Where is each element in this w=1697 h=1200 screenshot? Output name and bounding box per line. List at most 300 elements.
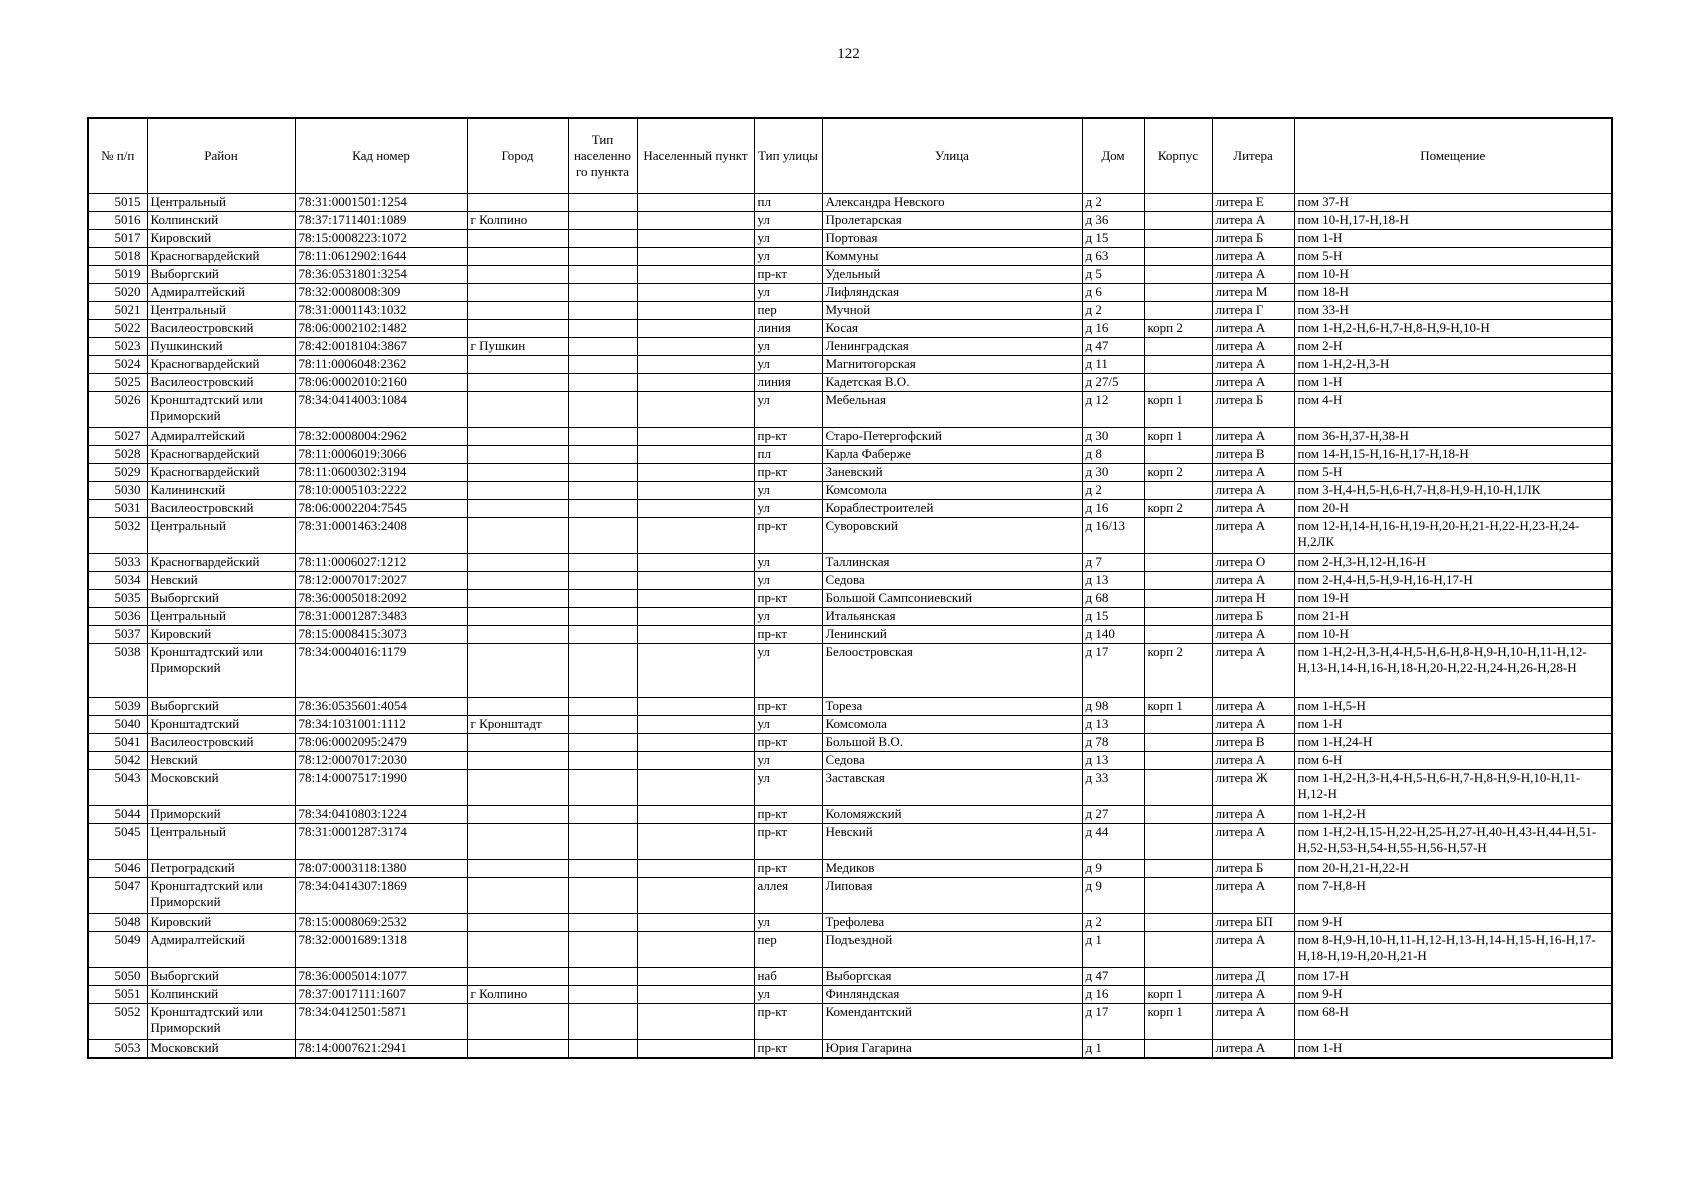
row-number-cell: 5034 [88,572,147,590]
letter-cell: литера Б [1212,608,1294,626]
col-header: Помещение [1294,118,1612,194]
table-body [88,194,1612,1059]
house-cell: д 6 [1082,284,1144,302]
building-cell: корп 2 [1144,500,1212,518]
settlement-cell [637,482,754,500]
house-cell: д 5 [1082,266,1144,284]
table-row [88,932,1612,968]
building-cell: корп 1 [1144,986,1212,1004]
street-cell: Невский [822,824,1082,860]
city-cell [467,1040,568,1059]
street-type-cell: ул [754,572,822,590]
city-cell [467,194,568,212]
settlement-type-cell [568,266,637,284]
house-cell: д 17 [1082,1004,1144,1040]
city-cell [467,608,568,626]
settlement-type-cell [568,914,637,932]
col-header: Район [147,118,295,194]
city-cell [467,464,568,482]
row-number-cell: 5030 [88,482,147,500]
row-number-cell: 5036 [88,608,147,626]
letter-cell: литера А [1212,716,1294,734]
row-number-cell: 5049 [88,932,147,968]
cadastral-number-cell: 78:12:0007017:2030 [295,752,467,770]
settlement-type-cell [568,878,637,914]
row-number-cell: 5050 [88,968,147,986]
street-type-cell: ул [754,356,822,374]
settlement-cell [637,356,754,374]
street-cell: Заневский [822,464,1082,482]
letter-cell: литера А [1212,266,1294,284]
building-cell [1144,716,1212,734]
table-row [88,266,1612,284]
cadastral-number-cell: 78:37:0017111:1607 [295,986,467,1004]
building-cell: корп 1 [1144,698,1212,716]
street-type-cell: ул [754,770,822,806]
premises-cell: пом 1-Н,2-Н,3-Н [1294,356,1612,374]
district-cell: Центральный [147,302,295,320]
city-cell [467,518,568,554]
table-row [88,248,1612,266]
cadastral-number-cell: 78:15:0008223:1072 [295,230,467,248]
building-cell: корп 2 [1144,320,1212,338]
street-type-cell: пр-кт [754,1040,822,1059]
premises-cell: пом 1-Н,2-Н,3-Н,4-Н,5-Н,6-Н,7-Н,8-Н,9-Н,10-Н,11-Н,12-Н [1294,770,1612,806]
premises-cell: пом 14-Н,15-Н,16-Н,17-Н,18-Н [1294,446,1612,464]
table-row [88,626,1612,644]
table-row [88,518,1612,554]
table-row [88,986,1612,1004]
letter-cell: литера Е [1212,194,1294,212]
house-cell: д 13 [1082,752,1144,770]
cadastral-number-cell: 78:06:0002204:7545 [295,500,467,518]
cadastral-number-cell: 78:42:0018104:3867 [295,338,467,356]
letter-cell: литера А [1212,824,1294,860]
cadastral-number-cell: 78:37:1711401:1089 [295,212,467,230]
house-cell: д 16/13 [1082,518,1144,554]
premises-cell: пом 5-Н [1294,464,1612,482]
settlement-cell [637,518,754,554]
premises-cell: пом 12-Н,14-Н,16-Н,19-Н,20-Н,21-Н,22-Н,23-Н,24-Н,2ЛК [1294,518,1612,554]
cadastral-number-cell: 78:11:0006019:3066 [295,446,467,464]
house-cell: д 7 [1082,554,1144,572]
district-cell: Центральный [147,518,295,554]
settlement-cell [637,428,754,446]
settlement-type-cell [568,644,637,698]
letter-cell: литера А [1212,626,1294,644]
premises-cell: пом 68-Н [1294,1004,1612,1040]
settlement-cell [637,860,754,878]
settlement-cell [637,1040,754,1059]
cadastral-number-cell: 78:31:0001287:3483 [295,608,467,626]
letter-cell: литера Ж [1212,770,1294,806]
city-cell [467,500,568,518]
table-row [88,770,1612,806]
city-cell: г Колпино [467,986,568,1004]
table-row [88,734,1612,752]
row-number-cell: 5039 [88,698,147,716]
letter-cell: литера А [1212,1004,1294,1040]
street-type-cell: ул [754,338,822,356]
street-cell: Таллинская [822,554,1082,572]
table-row [88,608,1612,626]
building-cell: корп 1 [1144,428,1212,446]
letter-cell: литера А [1212,320,1294,338]
row-number-cell: 5031 [88,500,147,518]
col-header: Улица [822,118,1082,194]
house-cell: д 8 [1082,446,1144,464]
city-cell: г Колпино [467,212,568,230]
col-header: Литера [1212,118,1294,194]
table-row [88,338,1612,356]
street-cell: Кадетская В.О. [822,374,1082,392]
city-cell [467,824,568,860]
street-cell: Пролетарская [822,212,1082,230]
row-number-cell: 5020 [88,284,147,302]
settlement-cell [637,698,754,716]
building-cell [1144,284,1212,302]
premises-cell: пом 33-Н [1294,302,1612,320]
house-cell: д 68 [1082,590,1144,608]
house-cell: д 98 [1082,698,1144,716]
street-type-cell: ул [754,716,822,734]
cadastral-number-cell: 78:34:0004016:1179 [295,644,467,698]
settlement-cell [637,770,754,806]
street-type-cell: пер [754,932,822,968]
district-cell: Кировский [147,230,295,248]
street-cell: Седова [822,752,1082,770]
street-cell: Большой В.О. [822,734,1082,752]
settlement-type-cell [568,248,637,266]
house-cell: д 16 [1082,500,1144,518]
street-cell: Липовая [822,878,1082,914]
table-row [88,968,1612,986]
street-cell: Медиков [822,860,1082,878]
settlement-cell [637,968,754,986]
street-cell: Кораблестроителей [822,500,1082,518]
settlement-cell [637,1004,754,1040]
premises-cell: пом 1-Н [1294,1040,1612,1059]
row-number-cell: 5023 [88,338,147,356]
settlement-type-cell [568,374,637,392]
building-cell [1144,734,1212,752]
table-row [88,194,1612,212]
district-cell: Выборгский [147,698,295,716]
settlement-cell [637,752,754,770]
table-row [88,716,1612,734]
street-cell: Карла Фаберже [822,446,1082,464]
building-cell [1144,878,1212,914]
row-number-cell: 5035 [88,590,147,608]
premises-cell: пом 1-Н [1294,230,1612,248]
city-cell [467,446,568,464]
row-number-cell: 5028 [88,446,147,464]
settlement-cell [637,302,754,320]
table-row [88,320,1612,338]
row-number-cell: 5021 [88,302,147,320]
col-header: Город [467,118,568,194]
cadastral-number-cell: 78:14:0007517:1990 [295,770,467,806]
street-type-cell: ул [754,500,822,518]
house-cell: д 78 [1082,734,1144,752]
settlement-type-cell [568,608,637,626]
settlement-type-cell [568,806,637,824]
letter-cell: литера А [1212,248,1294,266]
cadastral-number-cell: 78:06:0002102:1482 [295,320,467,338]
settlement-cell [637,572,754,590]
building-cell: корп 1 [1144,392,1212,428]
settlement-type-cell [568,392,637,428]
settlement-cell [637,590,754,608]
settlement-type-cell [568,932,637,968]
settlement-type-cell [568,752,637,770]
street-type-cell: пр-кт [754,860,822,878]
row-number-cell: 5051 [88,986,147,1004]
building-cell [1144,194,1212,212]
cadastral-number-cell: 78:11:0612902:1644 [295,248,467,266]
city-cell [467,482,568,500]
street-cell: Комендантский [822,1004,1082,1040]
cadastral-number-cell: 78:34:0412501:5871 [295,1004,467,1040]
street-cell: Итальянская [822,608,1082,626]
street-type-cell: аллея [754,878,822,914]
building-cell: корп 2 [1144,464,1212,482]
letter-cell: литера А [1212,356,1294,374]
district-cell: Центральный [147,608,295,626]
street-type-cell: ул [754,986,822,1004]
letter-cell: литера М [1212,284,1294,302]
premises-cell: пом 1-Н,5-Н [1294,698,1612,716]
building-cell [1144,860,1212,878]
table-row [88,446,1612,464]
house-cell: д 9 [1082,860,1144,878]
district-cell: Петроградский [147,860,295,878]
city-cell [467,860,568,878]
district-cell: Кронштадтский или Приморский [147,1004,295,1040]
premises-cell: пом 5-Н [1294,248,1612,266]
district-cell: Московский [147,770,295,806]
table-row [88,284,1612,302]
letter-cell: литера А [1212,212,1294,230]
table-row [88,392,1612,428]
street-cell: Косая [822,320,1082,338]
district-cell: Красногвардейский [147,464,295,482]
city-cell [467,554,568,572]
street-type-cell: линия [754,374,822,392]
settlement-type-cell [568,986,637,1004]
house-cell: д 16 [1082,986,1144,1004]
premises-cell: пом 7-Н,8-Н [1294,878,1612,914]
district-cell: Красногвардейский [147,554,295,572]
house-cell: д 47 [1082,968,1144,986]
settlement-type-cell [568,194,637,212]
row-number-cell: 5048 [88,914,147,932]
premises-cell: пом 4-Н [1294,392,1612,428]
city-cell [467,1004,568,1040]
street-type-cell: пр-кт [754,518,822,554]
cadastral-number-cell: 78:15:0008415:3073 [295,626,467,644]
table-row [88,428,1612,446]
premises-cell: пом 2-Н,3-Н,12-Н,16-Н [1294,554,1612,572]
district-cell: Колпинский [147,212,295,230]
premises-cell: пом 20-Н [1294,500,1612,518]
city-cell [467,914,568,932]
settlement-type-cell [568,968,637,986]
settlement-type-cell [568,464,637,482]
premises-cell: пом 20-Н,21-Н,22-Н [1294,860,1612,878]
table-row [88,572,1612,590]
settlement-type-cell [568,518,637,554]
cadastral-number-cell: 78:07:0003118:1380 [295,860,467,878]
building-cell [1144,212,1212,230]
settlement-cell [637,500,754,518]
cadastral-number-cell: 78:31:0001143:1032 [295,302,467,320]
city-cell [467,374,568,392]
premises-cell: пом 8-Н,9-Н,10-Н,11-Н,12-Н,13-Н,14-Н,15-Н,16-Н,17-Н,18-Н,19-Н,20-Н,21-Н [1294,932,1612,968]
table-row [88,482,1612,500]
letter-cell: литера А [1212,464,1294,482]
settlement-type-cell [568,590,637,608]
settlement-cell [637,248,754,266]
settlement-type-cell [568,626,637,644]
city-cell [467,302,568,320]
cadastral-number-cell: 78:15:0008069:2532 [295,914,467,932]
table-row [88,698,1612,716]
district-cell: Пушкинский [147,338,295,356]
city-cell [467,230,568,248]
letter-cell: литера А [1212,518,1294,554]
city-cell [467,320,568,338]
district-cell: Выборгский [147,590,295,608]
cadastral-number-cell: 78:10:0005103:2222 [295,482,467,500]
building-cell [1144,356,1212,374]
district-cell: Центральный [147,824,295,860]
row-number-cell: 5024 [88,356,147,374]
letter-cell: литера Д [1212,968,1294,986]
row-number-cell: 5027 [88,428,147,446]
city-cell [467,806,568,824]
building-cell [1144,590,1212,608]
street-cell: Седова [822,572,1082,590]
house-cell: д 30 [1082,428,1144,446]
city-cell [467,284,568,302]
settlement-type-cell [568,482,637,500]
letter-cell: литера А [1212,338,1294,356]
street-type-cell: пр-кт [754,266,822,284]
row-number-cell: 5026 [88,392,147,428]
premises-cell: пом 2-Н [1294,338,1612,356]
cadastral-number-cell: 78:32:0008004:2962 [295,428,467,446]
table-row [88,230,1612,248]
premises-cell: пом 1-Н,2-Н,3-Н,4-Н,5-Н,6-Н,8-Н,9-Н,10-Н,11-Н,12-Н,13-Н,14-Н,16-Н,18-Н,20-Н,22-Н,24-Н,26-Н,28-Н [1294,644,1612,698]
letter-cell: литера Б [1212,860,1294,878]
street-cell: Трефолева [822,914,1082,932]
building-cell [1144,482,1212,500]
street-cell: Магнитогорская [822,356,1082,374]
table-row [88,590,1612,608]
street-type-cell: пер [754,302,822,320]
cadastral-number-cell: 78:36:0005014:1077 [295,968,467,986]
building-cell: корп 2 [1144,644,1212,698]
settlement-type-cell [568,554,637,572]
house-cell: д 15 [1082,230,1144,248]
settlement-type-cell [568,698,637,716]
house-cell: д 33 [1082,770,1144,806]
table-row [88,914,1612,932]
settlement-cell [637,932,754,968]
settlement-type-cell [568,716,637,734]
letter-cell: литера А [1212,752,1294,770]
street-type-cell: ул [754,482,822,500]
settlement-cell [637,374,754,392]
letter-cell: литера В [1212,446,1294,464]
row-number-cell: 5029 [88,464,147,482]
settlement-cell [637,644,754,698]
street-cell: Белоостровская [822,644,1082,698]
row-number-cell: 5046 [88,860,147,878]
premises-cell: пом 37-Н [1294,194,1612,212]
city-cell [467,752,568,770]
settlement-type-cell [568,212,637,230]
street-cell: Суворовский [822,518,1082,554]
building-cell [1144,806,1212,824]
settlement-type-cell [568,1040,637,1059]
house-cell: д 11 [1082,356,1144,374]
house-cell: д 63 [1082,248,1144,266]
house-cell: д 13 [1082,716,1144,734]
street-cell: Тореза [822,698,1082,716]
settlement-cell [637,212,754,230]
district-cell: Невский [147,572,295,590]
row-number-cell: 5037 [88,626,147,644]
street-cell: Большой Сампсониевский [822,590,1082,608]
row-number-cell: 5040 [88,716,147,734]
row-number-cell: 5032 [88,518,147,554]
premises-cell: пом 10-Н [1294,626,1612,644]
settlement-cell [637,554,754,572]
building-cell [1144,446,1212,464]
district-cell: Василеостровский [147,500,295,518]
premises-cell: пом 1-Н,2-Н [1294,806,1612,824]
street-cell: Ленинградская [822,338,1082,356]
settlement-cell [637,626,754,644]
street-cell: Выборгская [822,968,1082,986]
settlement-cell [637,986,754,1004]
cadastral-number-cell: 78:34:0410803:1224 [295,806,467,824]
row-number-cell: 5052 [88,1004,147,1040]
settlement-cell [637,716,754,734]
premises-cell: пом 36-Н,37-Н,38-Н [1294,428,1612,446]
col-header: № п/п [88,118,147,194]
street-type-cell: ул [754,230,822,248]
settlement-cell [637,284,754,302]
building-cell [1144,554,1212,572]
table-row [88,356,1612,374]
building-cell [1144,914,1212,932]
row-number-cell: 5015 [88,194,147,212]
row-number-cell: 5053 [88,1040,147,1059]
street-type-cell: пр-кт [754,1004,822,1040]
table-row [88,644,1612,698]
settlement-cell [637,914,754,932]
col-header: Дом [1082,118,1144,194]
cadastral-number-cell: 78:36:0005018:2092 [295,590,467,608]
building-cell [1144,338,1212,356]
house-cell: д 1 [1082,1040,1144,1059]
house-cell: д 13 [1082,572,1144,590]
street-cell: Удельный [822,266,1082,284]
premises-cell: пом 10-Н [1294,266,1612,284]
